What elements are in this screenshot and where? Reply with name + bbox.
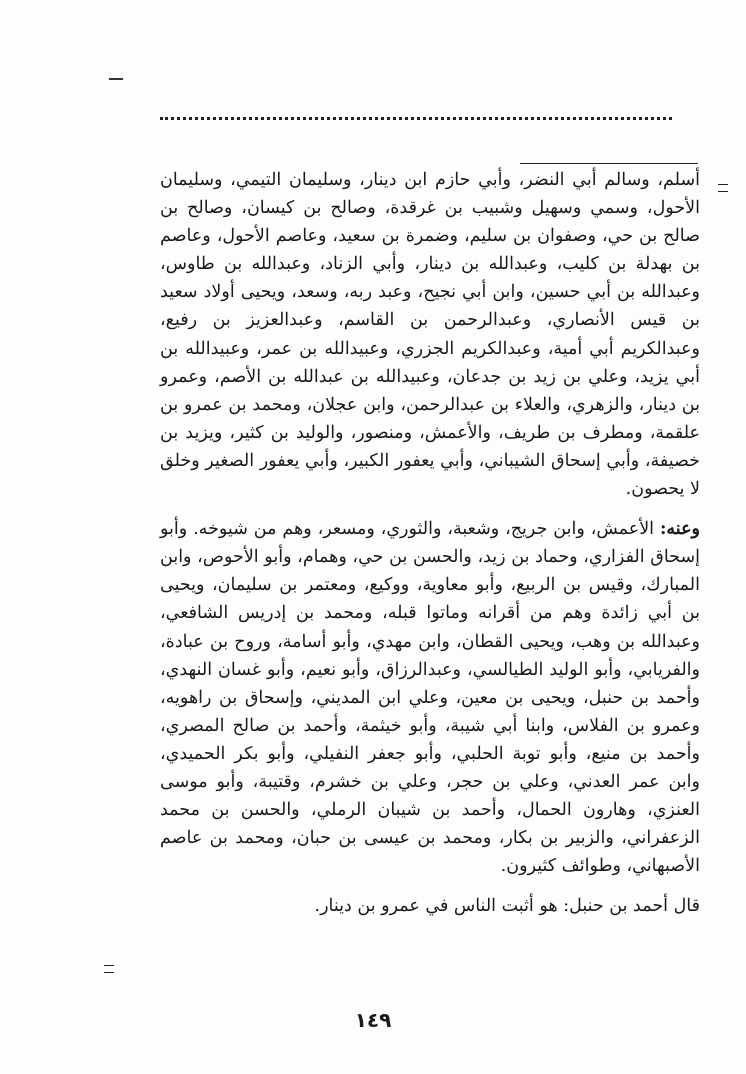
teachers-paragraph: أسلم، وسالم أبي النضر، وأبي حازم ابن دينار، وسليمان التيمي، وسليمان الأحول، وسمي وسهيل وشبيب بن غرقدة، وصالح بن كيسان، وصالح بن صالح بن حي، وصفوان بن سليم، وضمرة بن سعيد، وعاصم الأحول، وعاصم بن بهدلة بن كليب، وعبدالله بن دينار، وأبي الزناد، وعبدالله بن طاوس، وعبدالله بن أبي حسين، وابن أبي نجيح، وعبد ربه، وسعد، ويحيى أولاد سعيد بن قيس الأنصاري، وعبدالرحمن بن القاسم، وعبدالعزيز بن رفيع، وعبدالكريم أبي أمية، وعبدالكريم الجزري، وعبيدالله بن عمر، وعبيدالله بن أبي يزيد، وعلي بن زيد بن جدعان، وعبيدالله بن عبدالله بن الأصم، وعمرو بن دينار، والزهري، والعلاء بن عبدالرحمن، وابن عجلان، ومحمد بن عمرو بن علقمة، ومطرف بن طريف، والأعمش، ومنصور، والوليد بن كثير، ويزيد بن خصيفة، وأبي إسحاق الشيباني، وأبي يعفور الكبير، وأبي يعفور الصغير وخلق لا يحصون. (160, 170, 700, 500)
students-paragraph (160, 515, 700, 880)
students-list: الأعمش، وابن جريج، وشعبة، والثوري، ومسعر، وهم من شيوخه. وأبو إسحاق الفزاري، وحماد بن زيد، والحسن بن حي، وهمام، وأبو الأحوص، وابن المبارك، وقيس بن الربيع، وأبو معاوية، ووكيع، ومعتمر بن سليمان، ويحيى بن أبي زائدة وهم من أقرانه وماتوا قبله، ومحمد بن إدريس الشافعي، وعبدالله بن وهب، ويحيى القطان، وابن مهدي، وأبو أسامة، وروح بن عبادة، والفريابي، وأبو الوليد الطيالسي، وعبدالرزاق، وأبو نعيم، وأبو غسان النهدي، وأحمد بن حنبل، ويحيى بن معين، وعلي ابن المديني، وإسحاق بن راهويه، وعمرو بن الفلاس، وابنا أبي شيبة، وأبو خيثمة، وأحمد بن صالح المصري، وأحمد بن منيع، وأبو توبة الحلبي، وأبو جعفر النفيلي، وأبو بكر الحميدي، وابن عمر العدني، وعلي بن حجر، وعلي بن خشرم، وقتيبة، وأبو موسى العنزي، وهارون الحمال، وأحمد بن شيبان الرملي، والحسن بن محمد الزعفراني، والزبير بن بكار، ومحمد بن عيسى بن حبان، ومحمد بن عاصم الأصبهاني، وطوائف كثيرون. (160, 519, 700, 877)
continuation-rule (520, 163, 698, 164)
page-number: ١٤٩ (354, 1008, 392, 1032)
quote-paragraph: قال أحمد بن حنبل: هو أثبت الناس في عمرو بن دينار. (314, 896, 700, 917)
margin-mark-bottom (104, 965, 114, 973)
margin-mark-top (718, 184, 728, 192)
students-label: وعنه: (659, 519, 700, 540)
body-text (160, 166, 700, 920)
corner-mark (109, 78, 123, 80)
dotted-header-rule (160, 117, 672, 120)
